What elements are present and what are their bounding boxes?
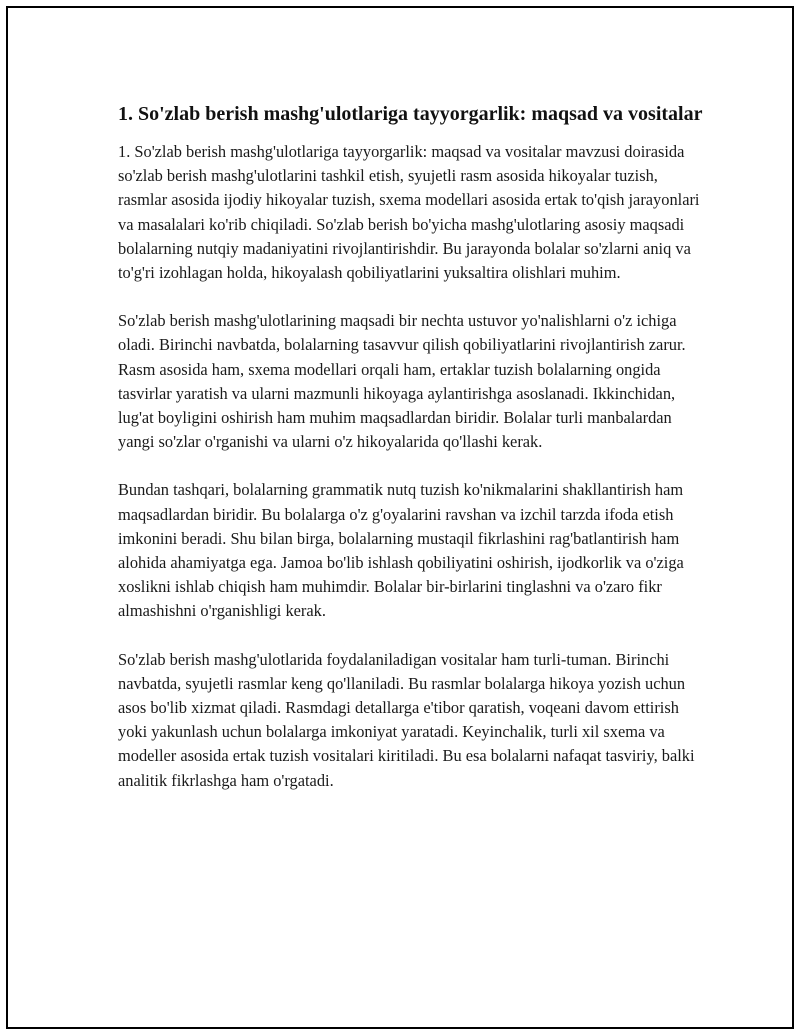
paragraph-4: So'zlab berish mashg'ulotlarida foydalaniladigan vositalar ham turli-tuman. Birinchi navbatda, syujetli rasmlar keng qo'llaniladi. Bu rasmlar bolalarga hikoya yozish uchun asos bo'lib xizmat qiladi. Rasmdagi detallarga e'tibor qaratish, voqeani davom ettirish yoki yakunlash uchun bolalarga imkoniyat yaratadi. Keyinchalik, turli xil sxema va modeller asosida ertak tuzish vositalari kiritiladi. Bu esa bolalarni nafaqat tasviriy, balki analitik fikrlashga ham o'rgatadi. bbox=[118, 649, 695, 790]
document-heading: 1. So'zlab berish mashg'ulotlariga tayyorgarlik: maqsad va vositalar bbox=[118, 103, 703, 125]
document-content bbox=[118, 100, 708, 817]
page-frame bbox=[6, 6, 794, 1029]
paragraph-2: So'zlab berish mashg'ulotlarining maqsadi bir nechta ustuvor yo'nalishlarni o'z ichiga oladi. Birinchi navbatda, bolalarning tasavvur qilish qobiliyatlarini rivojlantirish zarur. Rasm asosida ham, sxema modellari orqali ham, ertaklar tuzish bolalarning ongida tasvirlar yaratish va ularni mazmunli hikoyaga aylantirishga asoslanadi. Ikkinchidan, lug'at boyligini oshirish ham muhim maqsadlardan biridir. Bolalar turli manbalardan yangi so'zlar o'rganishi va ularni o'z hikoyalarida qo'llashi kerak. bbox=[118, 311, 686, 452]
paragraph-1: 1. So'zlab berish mashg'ulotlariga tayyorgarlik: maqsad va vositalar mavzusi doirasida so'zlab berish mashg'ulotlarini tashkil etish, syujetli rasm asosida hikoyalar tuzish, rasmlar asosida ijodiy hikoyalar tuzish, sxema modellari asosida ertak to'qish jarayonlari va masalalari ko'rib chiqiladi. So'zlab berish bo'yicha mashg'ulotlaring asosiy maqsadi bolalarning nutqiy madaniyatini rivojlantirishdir. Bu jarayonda bolalar so'zlarni aniq va to'g'ri izohlagan holda, hikoyalash qobiliyatlarini yuksaltira olishlari muhim. bbox=[118, 142, 700, 283]
paragraph-3: Bundan tashqari, bolalarning grammatik nutq tuzish ko'nikmalarini shakllantirish ham maqsadlardan biridir. Bu bolalarga o'z g'oyalarini ravshan va izchil tarzda ifoda etish imkonini beradi. Shu bilan birga, bolalarning mustaqil fikrlashini rag'batlantirish ham alohida ahamiyatga ega. Jamoa bo'lib ishlash qobiliyatini oshirish, ijodkorlik va o'ziga xoslikni ishlab chiqish ham muhimdir. Bolalar bir-birlarini tinglashni va o'zaro fikr almashishni o'rganishligi kerak. bbox=[118, 480, 684, 621]
